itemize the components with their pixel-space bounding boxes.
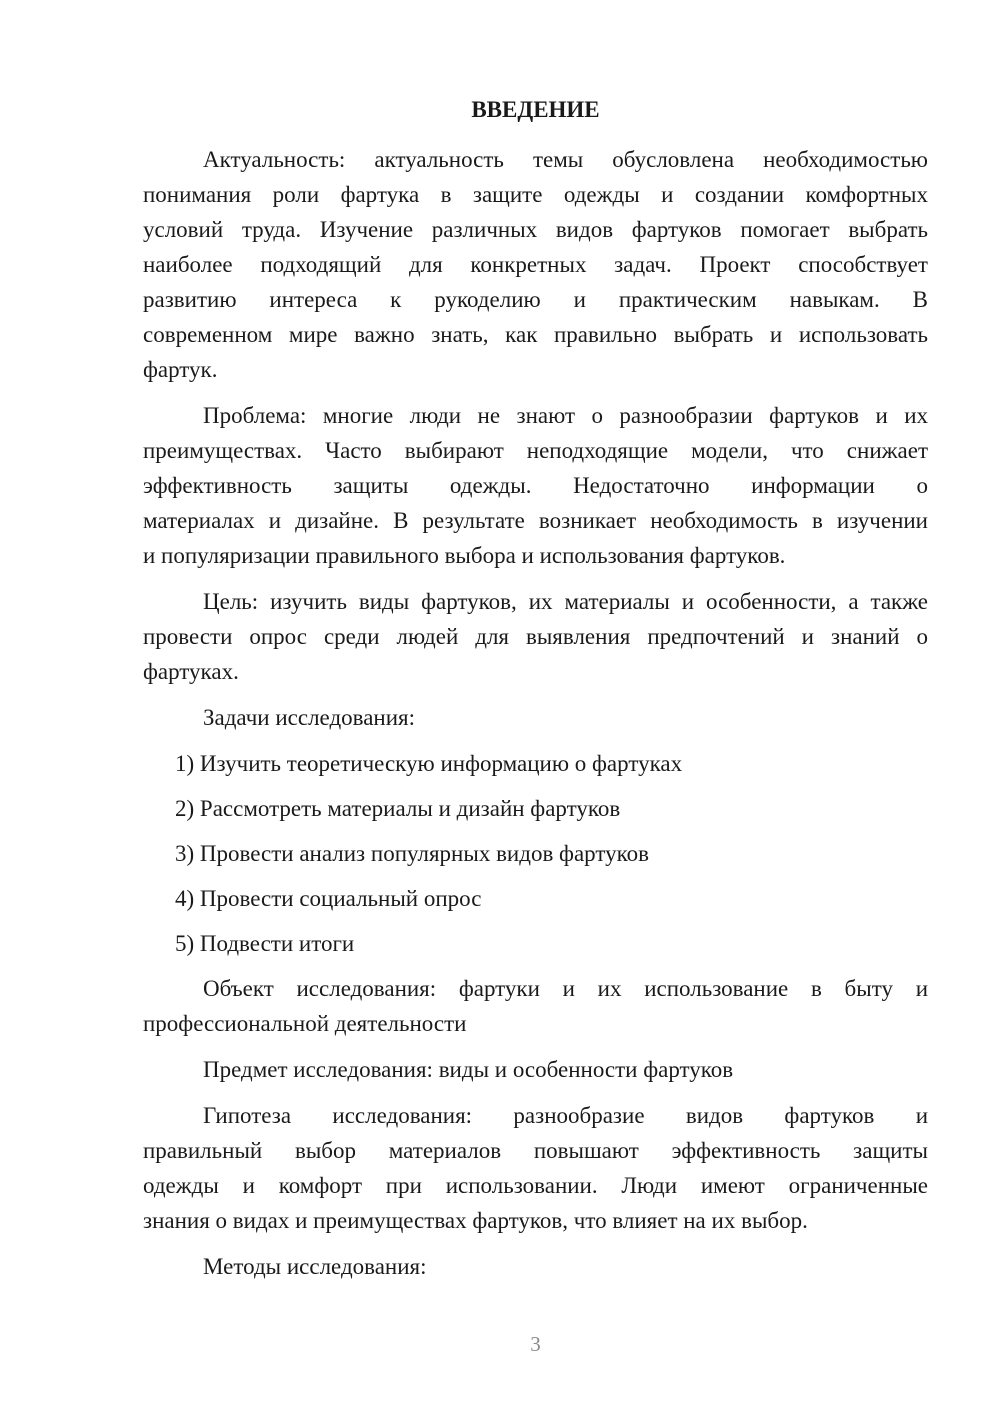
paragraph	[143, 584, 928, 689]
text-line: развитию интереса к рукоделию и практическим навыкам. В	[143, 287, 928, 312]
text-line: профессиональной деятельности	[143, 1011, 467, 1036]
text-line: Предмет исследования: виды и особенности фартуков	[203, 1057, 734, 1082]
text-line: условий труда. Изучение различных видов фартуков помогает выбрать	[143, 217, 928, 242]
text-line: Цель: изучить виды фартуков, их материалы и особенности, а также	[203, 589, 928, 614]
text-line: материалах и дизайне. В результате возникает необходимость в изучении	[143, 508, 928, 533]
page-content	[143, 92, 928, 1295]
text-line: Объект исследования: фартуки и их использование в быту и	[203, 976, 928, 1001]
paragraph	[143, 398, 928, 573]
page-number: 3	[530, 1332, 541, 1356]
text-line: эффективность защиты одежды. Недостаточно информации о	[143, 473, 928, 498]
paragraphs-block-1	[143, 142, 928, 735]
text-line: и популяризации правильного выбора и использования фартуков.	[143, 543, 786, 568]
section-title: ВВЕДЕНИЕ	[471, 97, 600, 122]
paragraph	[143, 971, 928, 1041]
text-line: современном мире важно знать, как правильно выбрать и использовать	[143, 322, 928, 347]
text-line: правильный выбор материалов повышают эффективность защиты	[143, 1138, 928, 1163]
text-line: фартуках.	[143, 659, 239, 684]
task-item: 2) Рассмотреть материалы и дизайн фартуков	[175, 796, 621, 821]
paragraph	[143, 700, 928, 735]
paragraphs-block-2	[143, 971, 928, 1284]
text-line: фартук.	[143, 357, 218, 382]
text-line: понимания роли фартука в защите одежды и создании комфортных	[143, 182, 928, 207]
text-line: преимуществах. Часто выбирают неподходящие модели, что снижает	[143, 438, 928, 463]
task-item: 4) Провести социальный опрос	[175, 886, 482, 911]
text-line: провести опрос среди людей для выявления предпочтений и знаний о	[143, 624, 928, 649]
paragraph	[143, 1052, 928, 1087]
text-line: одежды и комфорт при использовании. Люди имеют ограниченные	[143, 1173, 928, 1198]
text-line: Актуальность: актуальность темы обусловлена необходимостью	[203, 147, 928, 172]
paragraph	[143, 142, 928, 387]
text-line: знания о видах и преимуществах фартуков, что влияет на их выбор.	[143, 1208, 808, 1233]
paragraph	[143, 1098, 928, 1238]
tasks-list	[143, 746, 928, 961]
text-line: Задачи исследования:	[203, 705, 416, 730]
task-item: 5) Подвести итоги	[175, 931, 355, 956]
task-item: 3) Провести анализ популярных видов фартуков	[175, 841, 649, 866]
task-item: 1) Изучить теоретическую информацию о фартуках	[175, 751, 683, 776]
paragraph	[143, 1249, 928, 1284]
text-line: наиболее подходящий для конкретных задач. Проект способствует	[143, 252, 928, 277]
text-line: Гипотеза исследования: разнообразие видов фартуков и	[203, 1103, 928, 1128]
text-line: Проблема: многие люди не знают о разнообразии фартуков и их	[203, 403, 928, 428]
text-line: Методы исследования:	[203, 1254, 427, 1279]
